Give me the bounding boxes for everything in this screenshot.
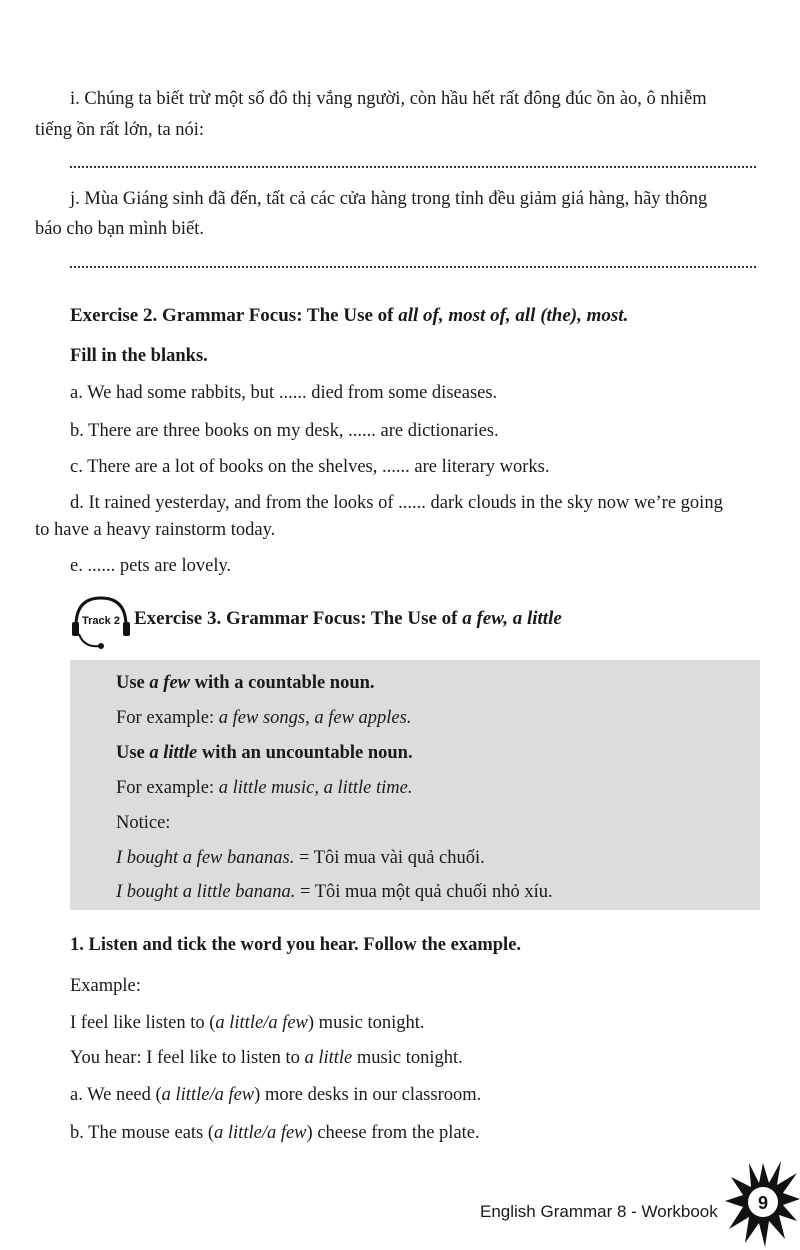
rule-a-little-term: a little — [149, 743, 198, 763]
question-a-choice[interactable]: a little/a few — [161, 1085, 255, 1105]
example-sentence — [70, 1010, 425, 1036]
example-a-little — [116, 775, 412, 801]
example-sentence-choice[interactable]: a little/a few — [215, 1013, 308, 1033]
exercise3-title-focus: a few, a little — [462, 608, 562, 629]
question-a — [70, 1082, 481, 1108]
example-a-few — [116, 705, 411, 731]
you-hear-pre: You hear: I feel like to listen to — [70, 1048, 305, 1068]
example-a-little-text: a little music, a little time. — [218, 778, 413, 798]
item-j-line2: báo cho bạn mình biết. — [35, 219, 205, 239]
rule-a-little-pre: Use — [116, 743, 150, 763]
task1-title: 1. Listen and tick the word you hear. Follow the example. — [70, 935, 522, 955]
rule-a-few-pre: Use — [116, 673, 150, 693]
notice-example-1 — [116, 845, 485, 871]
track-label: Track 2 — [82, 615, 120, 627]
example-a-little-pre: For example: — [116, 778, 219, 798]
exercise2-item-c: c. There are a lot of books on the shelves, ...... are literary works. — [70, 457, 550, 477]
notice-example-1-en: I bought a few bananas. — [116, 848, 295, 868]
exercise2-title-prefix: Exercise 2. Grammar Focus: The Use of — [70, 305, 399, 326]
answer-line-j[interactable] — [70, 260, 756, 268]
you-hear-word: a little — [304, 1048, 353, 1068]
example-sentence-post: ) music tonight. — [307, 1013, 425, 1033]
notice-label: Notice: — [116, 813, 171, 833]
question-b — [70, 1120, 480, 1146]
page-number: 9 — [757, 1193, 769, 1213]
exercise3-title — [134, 606, 562, 632]
notice-example-2-en: I bought a little banana. — [116, 882, 296, 902]
exercise2-instruction: Fill in the blanks. — [70, 346, 208, 366]
question-b-post: ) cheese from the plate. — [306, 1123, 480, 1143]
notice-example-2 — [116, 879, 553, 905]
exercise3-header — [70, 592, 790, 652]
rule-a-little — [116, 740, 413, 766]
question-b-choice[interactable]: a little/a few — [214, 1123, 307, 1143]
question-a-pre: a. We need ( — [70, 1085, 162, 1105]
item-i-line2: tiếng ồn rất lớn, ta nói: — [35, 120, 205, 140]
exercise2-item-d-cont: to have a heavy rainstorm today. — [35, 520, 276, 540]
grammar-note-box — [70, 660, 760, 910]
answer-line-i[interactable] — [70, 160, 756, 168]
you-hear-post: music tonight. — [352, 1048, 463, 1068]
page-number-splash-icon — [725, 1155, 800, 1250]
item-j-line1: j. Mùa Giáng sinh đã đến, tất cả các cửa hàng trong tỉnh đều giảm giá hàng, hãy thông — [70, 189, 708, 209]
rule-a-few — [116, 670, 375, 696]
exercise2-item-d: d. It rained yesterday, and from the looks of ...... dark clouds in the sky now we’re going — [70, 493, 723, 513]
headphones-icon — [70, 592, 132, 650]
exercise2-item-e: e. ...... pets are lovely. — [70, 556, 232, 576]
example-a-few-text: a few songs, a few apples. — [218, 708, 412, 728]
rule-a-few-post: with a countable noun. — [190, 673, 375, 693]
example-a-few-pre: For example: — [116, 708, 219, 728]
example-sentence-pre: I feel like listen to ( — [70, 1013, 216, 1033]
exercise3-title-prefix: Exercise 3. Grammar Focus: The Use of — [134, 608, 463, 629]
exercise2-item-b: b. There are three books on my desk, ...... are dictionaries. — [70, 421, 499, 441]
exercise2-item-a: a. We had some rabbits, but ...... died from some diseases. — [70, 383, 498, 403]
exercise2-title — [70, 303, 628, 329]
rule-a-little-post: with an uncountable noun. — [197, 743, 413, 763]
notice-example-1-vi: = Tôi mua vài quả chuối. — [294, 848, 485, 868]
item-i-line1: i. Chúng ta biết trừ một số đô thị vắng người, còn hầu hết rất đông đúc ồn ào, ô nhiễm — [70, 89, 707, 109]
you-hear-line — [70, 1045, 463, 1071]
question-a-post: ) more desks in our classroom. — [254, 1085, 482, 1105]
exercise2-title-focus: all of, most of, all (the), most. — [398, 305, 629, 326]
footer-book-title: English Grammar 8 - Workbook — [480, 1202, 718, 1221]
example-label: Example: — [70, 976, 141, 996]
rule-a-few-term: a few — [149, 673, 190, 693]
question-b-pre: b. The mouse eats ( — [70, 1123, 215, 1143]
notice-example-2-vi: = Tôi mua một quả chuối nhỏ xíu. — [295, 882, 553, 902]
